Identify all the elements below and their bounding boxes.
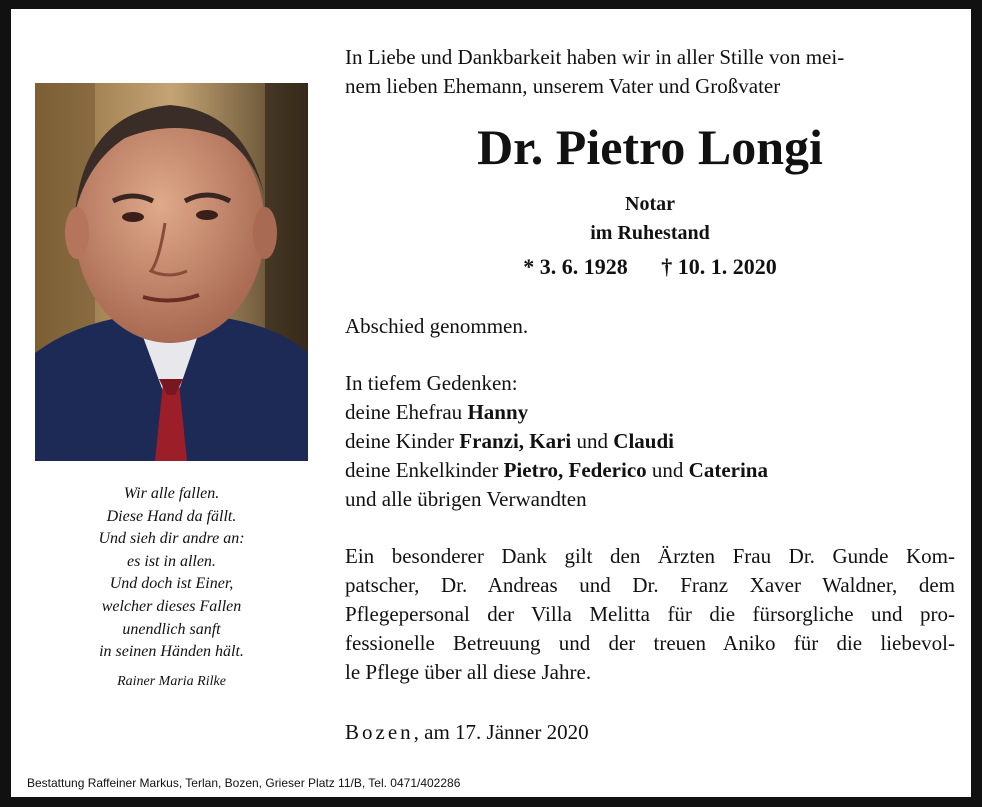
poem-line: unendlich sanft	[122, 620, 221, 638]
thanks-line: fessionelle Betreuung und der treuen Aniko für die liebevol-	[345, 631, 955, 655]
thanks-line: Pflegepersonal der Villa Melitta für die fürsorgliche und pro-	[345, 602, 955, 626]
poem-line: es ist in allen.	[127, 552, 216, 570]
thanks-line: patscher, Dr. Andreas und Dr. Franz Xaver Waldner, dem	[345, 573, 955, 597]
grandchildren-and: und	[646, 458, 689, 482]
intro-text	[345, 43, 955, 101]
poem-line: Wir alle fallen.	[123, 485, 220, 502]
life-dates	[345, 254, 955, 280]
family-list	[345, 369, 955, 514]
intro-line-1: In Liebe und Dankbarkeit haben wir in aller Stille von mei-	[345, 45, 845, 69]
poem-line: Diese Hand da fällt.	[106, 507, 237, 525]
children-and: und	[571, 429, 614, 453]
family-relatives: und alle übrigen Verwandten	[345, 487, 587, 511]
children-last: Claudi	[613, 429, 674, 453]
death-date: † 10. 1. 2020	[661, 254, 777, 279]
deceased-name: Dr. Pietro Longi	[477, 119, 823, 175]
poem-line: Und sieh dir andre an:	[98, 530, 245, 548]
family-spouse	[345, 398, 955, 427]
spouse-prefix: deine Ehefrau	[345, 400, 468, 424]
spouse-name: Hanny	[467, 400, 529, 424]
poem-line: in seinen Händen hält.	[99, 643, 244, 661]
title-line-2: im Ruhestand	[590, 222, 710, 244]
poem-author: Rainer Maria Rilke	[117, 674, 226, 689]
grandchildren-names: Pietro, Federico	[503, 458, 647, 482]
thanks-paragraph	[345, 542, 955, 687]
poem-line: welcher dieses Fallen	[101, 597, 242, 615]
intro-line-2: nem lieben Ehemann, unserem Vater und Großvater	[345, 74, 781, 98]
thanks-line: Ein besonderer Dank gilt den Ärzten Frau Dr. Gunde Kom-	[345, 544, 955, 568]
deceased-title	[345, 190, 955, 248]
poem	[35, 483, 308, 664]
portrait-photo	[35, 83, 308, 461]
children-prefix: deine Kinder	[345, 429, 460, 453]
title-line-1: Notar	[625, 193, 675, 215]
grandchildren-last: Caterina	[688, 458, 768, 482]
thanks-line: le Pflege über all diese Jahre.	[345, 660, 592, 684]
footer-funeral-home: Bestattung Raffeiner Markus, Terlan, Bozen, Grieser Platz 11/B, Tel. 0471/402286	[27, 776, 461, 790]
family-grandchildren	[345, 456, 955, 485]
farewell-text: Abschied genommen.	[345, 314, 529, 338]
place-date-text: , am 17. Jänner 2020	[413, 720, 589, 744]
family-heading: In tiefem Gedenken:	[345, 371, 518, 395]
place-city: Bozen	[345, 720, 414, 744]
grandchildren-prefix: deine Enkelkinder	[345, 458, 504, 482]
family-children	[345, 427, 955, 456]
birth-date: * 3. 6. 1928	[523, 254, 628, 279]
poem-line: Und doch ist Einer,	[109, 575, 234, 593]
place-date	[345, 718, 955, 747]
children-names: Franzi, Kari	[459, 429, 572, 453]
